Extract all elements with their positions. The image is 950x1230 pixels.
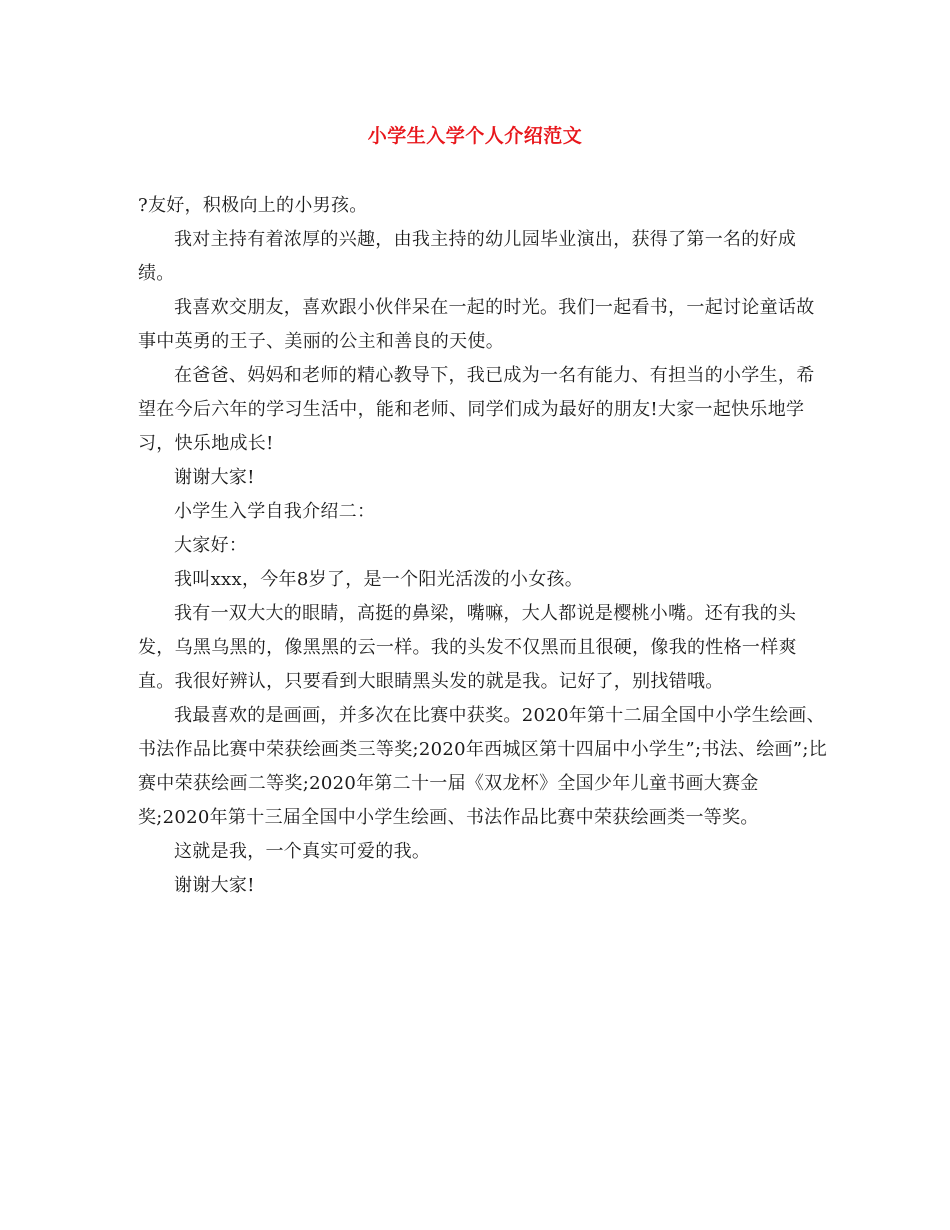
document-body (138, 189, 828, 903)
paragraph-hosting: 我对主持有着浓厚的兴趣，由我主持的幼儿园毕业演出，获得了第一名的好成绩。 (138, 229, 797, 284)
paragraph-awards: 我最喜欢的是画画，并多次在比赛中获奖。2020年第十二届全国中小学生绘画、书法作品比赛中荣获绘画类三等奖;2020年西城区第十四届中小学生”;书法、绘画”;比赛中荣获绘画二等奖;2020年第二十一届《双龙杯》全国少年儿童书画大赛金奖;2020年第十三届全国中小学生绘画、书法作品比赛中荣获绘画类一等奖。 (138, 705, 828, 828)
paragraph-intro: ?友好，积极向上的小男孩。 (138, 195, 368, 216)
paragraph-closing: 这就是我，一个真实可爱的我。 (174, 841, 431, 862)
section-heading-2: 小学生入学自我介绍二： (174, 501, 376, 522)
paragraph-name: 我叫xxx，今年8岁了，是一个阳光活泼的小女孩。 (174, 569, 584, 590)
paragraph-thanks-1: 谢谢大家! (174, 467, 255, 488)
paragraph-thanks-2: 谢谢大家! (174, 875, 255, 896)
paragraph-greeting: 大家好： (174, 535, 248, 556)
paragraph-growth: 在爸爸、妈妈和老师的精心教导下，我已成为一名有能力、有担当的小学生，希望在今后六年的学习生活中，能和老师、同学们成为最好的朋友!大家一起快乐地学习，快乐地成长! (138, 365, 815, 454)
paragraph-friends: 我喜欢交朋友，喜欢跟小伙伴呆在一起的时光。我们一起看书，一起讨论童话故事中英勇的王子、美丽的公主和善良的天使。 (138, 297, 815, 352)
paragraph-appearance: 我有一双大大的眼睛，高挺的鼻梁，嘴嘛，大人都说是樱桃小嘴。还有我的头发，乌黑乌黑的，像黑黑的云一样。我的头发不仅黑而且很硬，像我的性格一样爽直。我很好辨认，只要看到大眼睛黑头发的就是我。记好了，别找错哦。 (138, 603, 797, 692)
document-title: 小学生入学个人介绍范文 (367, 125, 583, 147)
